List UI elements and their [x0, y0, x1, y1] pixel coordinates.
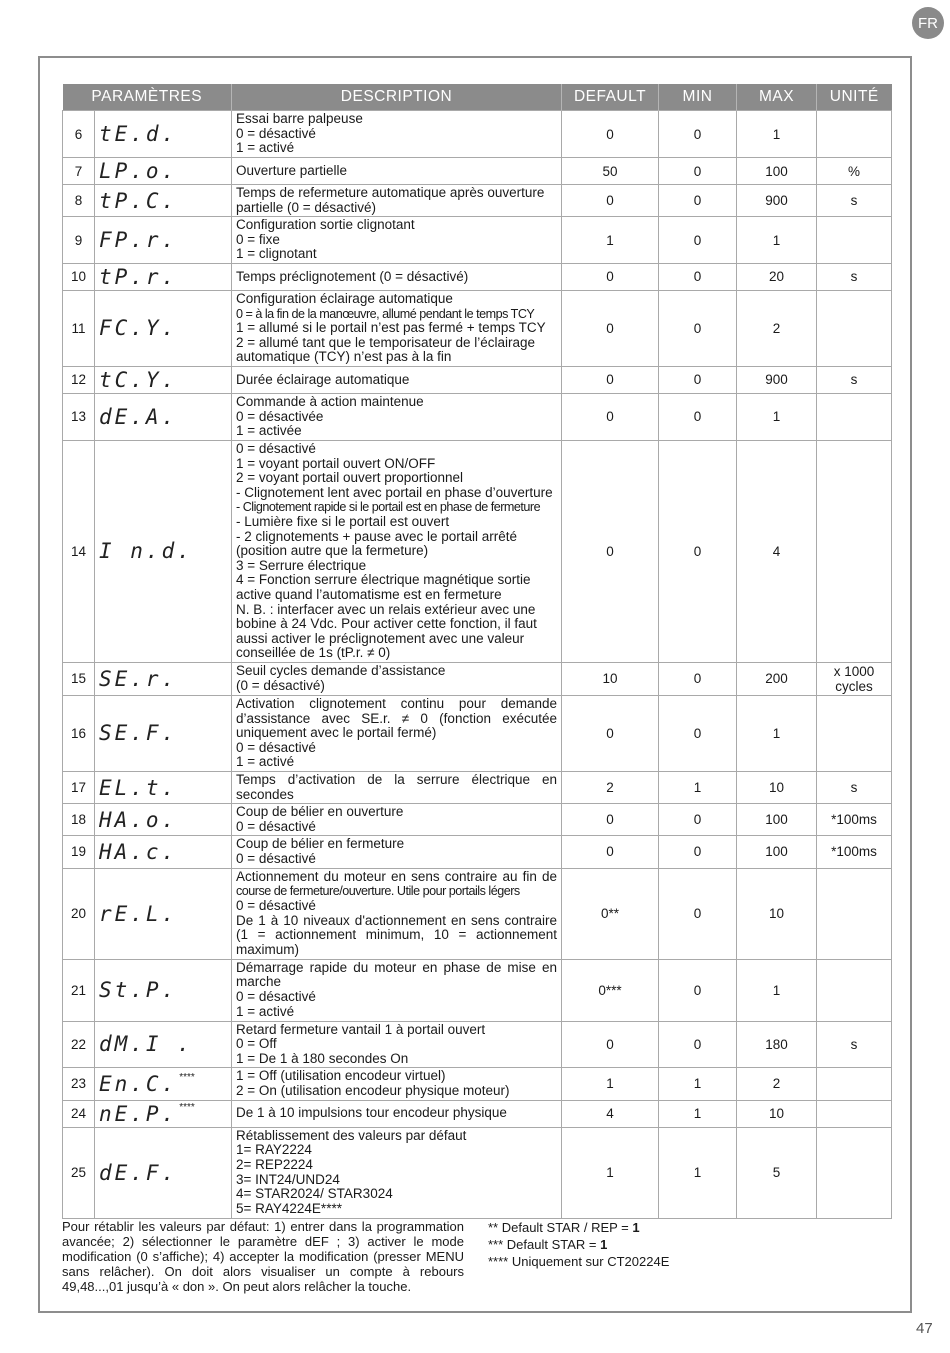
max-value: 1 [737, 217, 817, 264]
unit-value: s [817, 366, 892, 393]
row-number: 24 [63, 1100, 95, 1127]
parameter-description [232, 836, 562, 868]
table-row [63, 836, 892, 868]
table-row [63, 804, 892, 836]
max-value: 1 [737, 393, 817, 440]
description-line: 2 = voyant portail ouvert proportionnel [236, 470, 464, 486]
unit-value: s [817, 185, 892, 217]
parameter-description [232, 393, 562, 440]
table-row [63, 217, 892, 264]
description-line: 4= STAR2024/ STAR3024 [236, 1186, 393, 1202]
lcd-code: FP.r. [99, 228, 178, 253]
description-line: Temps d’activation de la serrure électrique en [236, 771, 557, 787]
max-value: 5 [737, 1127, 817, 1218]
description-line: Commande à action maintenue [236, 394, 424, 410]
row-number: 16 [63, 695, 95, 771]
parameter-code [95, 868, 232, 959]
parameter-code [95, 393, 232, 440]
max-value: 1 [737, 111, 817, 158]
parameter-description [232, 1068, 562, 1100]
description-line: - Lumière fixe si le portail est ouvert [236, 513, 450, 529]
max-value: 180 [737, 1021, 817, 1068]
max-value: 10 [737, 1100, 817, 1127]
default-value: 0*** [562, 959, 659, 1021]
footnote-marker: **** [179, 1071, 195, 1083]
unit-value [817, 959, 892, 1021]
unit-value: *100ms [817, 836, 892, 868]
lcd-code: HA.c. [99, 839, 178, 864]
row-number: 15 [63, 662, 95, 695]
max-value: 200 [737, 662, 817, 695]
description-line: 0 = désactivé [236, 818, 316, 834]
max-value: 2 [737, 1068, 817, 1100]
min-value: 0 [659, 440, 737, 662]
table-row [63, 695, 892, 771]
description-line: 2 = On (utilisation encodeur physique moteur) [236, 1082, 510, 1098]
min-value: 0 [659, 290, 737, 366]
parameter-description [232, 158, 562, 185]
parameter-description [232, 1021, 562, 1068]
unit-value [817, 1127, 892, 1218]
parameter-description [232, 695, 562, 771]
lcd-code: HA.o. [99, 807, 178, 832]
page-frame [38, 56, 912, 1313]
footnotes [488, 1219, 669, 1270]
default-value: 0 [562, 263, 659, 290]
description-line: 1= RAY2224 [236, 1142, 312, 1158]
lcd-code: dE.F. [99, 1160, 178, 1185]
description-line: 1 = activée [236, 423, 302, 439]
min-value: 1 [659, 771, 737, 803]
parameter-code [95, 366, 232, 393]
row-number: 14 [63, 440, 95, 662]
parameter-description [232, 366, 562, 393]
row-number: 12 [63, 366, 95, 393]
description-line: (1 = actionnement minimum, 10 = actionnement [236, 927, 557, 943]
lcd-code: LP.o. [99, 159, 178, 183]
default-value: 50 [562, 158, 659, 185]
unit-value: % [817, 158, 892, 185]
unit-value: s [817, 1021, 892, 1068]
parameter-code [95, 217, 232, 264]
table-row [63, 393, 892, 440]
header-unite: UNITÉ [817, 84, 892, 111]
unit-value [817, 393, 892, 440]
description-line: 0 = désactivé [236, 850, 316, 866]
default-value: 0 [562, 290, 659, 366]
row-number: 9 [63, 217, 95, 264]
description-line: 0 = désactivé [236, 441, 316, 457]
lcd-code: tP.r. [99, 264, 178, 289]
lcd-code: tP.C. [99, 188, 178, 213]
description-line: 2 = allumé tant que le temporisateur de l’éclairage [236, 334, 536, 350]
default-value: 1 [562, 217, 659, 264]
row-number: 19 [63, 836, 95, 868]
max-value: 100 [737, 804, 817, 836]
table-row [63, 1021, 892, 1068]
table-row [63, 290, 892, 366]
default-value: 0 [562, 366, 659, 393]
header-description: DESCRIPTION [232, 84, 562, 111]
parameter-description [232, 959, 562, 1021]
description-line: 0 = désactivé [236, 125, 316, 141]
footnote-default-star: *** Default STAR = 1 [488, 1237, 608, 1252]
description-line: partielle (0 = désactivé) [236, 199, 376, 215]
row-number: 22 [63, 1021, 95, 1068]
description-line: Durée éclairage automatique [236, 371, 410, 387]
description-line: 0 = désactivée [236, 408, 324, 424]
max-value: 20 [737, 263, 817, 290]
description-line: 4 = Fonction serrure électrique magnétique sortie [236, 572, 531, 588]
default-value: 0 [562, 836, 659, 868]
description-line: Retard fermeture vantail 1 à portail ouvert [236, 1021, 486, 1037]
parameter-description [232, 804, 562, 836]
row-number: 6 [63, 111, 95, 158]
lcd-code: dE.A. [99, 404, 178, 429]
description-line: 0 = désactivé [236, 739, 316, 755]
description-line: aussi activer le préclignotement avec une valeur [236, 630, 525, 646]
table-row [63, 662, 892, 695]
description-line: 0 = fixe [236, 231, 280, 247]
description-line: Activation clignotement continu pour demande [236, 695, 557, 711]
default-value: 0 [562, 185, 659, 217]
table-row [63, 440, 892, 662]
min-value: 0 [659, 158, 737, 185]
description-line: Coup de bélier en ouverture [236, 804, 404, 820]
description-line: course de fermeture/ouverture. Utile pour portails légers [236, 884, 520, 899]
description-line: 3 = Serrure électrique [236, 557, 367, 573]
parameter-description [232, 185, 562, 217]
description-line: marche [236, 974, 282, 990]
table-row [63, 959, 892, 1021]
description-line: automatique (TCY) n’est pas à la fin [236, 349, 452, 365]
parameter-description [232, 440, 562, 662]
description-line: 0 = désactivé [236, 897, 316, 913]
row-number: 21 [63, 959, 95, 1021]
description-line: Temps préclignotement (0 = désactivé) [236, 268, 469, 284]
table-row [63, 158, 892, 185]
min-value: 0 [659, 868, 737, 959]
lcd-code: SE.r. [99, 666, 178, 691]
parameter-code [95, 185, 232, 217]
parameter-code [95, 111, 232, 158]
unit-value [817, 290, 892, 366]
header-max: MAX [737, 84, 817, 111]
description-line: - 2 clignotements + pause avec le portail arrêté [236, 528, 518, 544]
min-value: 1 [659, 1127, 737, 1218]
description-line: conseillée de 1s (tP.r. ≠ 0) [236, 645, 391, 661]
description-line: Rétablissement des valeurs par défaut [236, 1127, 467, 1143]
parameter-code [95, 158, 232, 185]
max-value: 1 [737, 959, 817, 1021]
min-value: 0 [659, 695, 737, 771]
parameter-code [95, 1127, 232, 1218]
description-line: Temps de refermeture automatique après ouverture [236, 185, 545, 200]
default-value: 0 [562, 393, 659, 440]
table-row [63, 263, 892, 290]
description-line: secondes [236, 786, 294, 802]
unit-value: *100ms [817, 804, 892, 836]
unit-value [817, 217, 892, 264]
unit-value: s [817, 263, 892, 290]
header-default: DEFAULT [562, 84, 659, 111]
max-value: 900 [737, 185, 817, 217]
lcd-code: tE.d. [99, 122, 178, 146]
min-value: 0 [659, 959, 737, 1021]
footnote-default-star-rep: ** Default STAR / REP = 1 [488, 1220, 640, 1235]
description-line: active quand l’automatisme est en fermeture [236, 586, 502, 602]
default-value: 0 [562, 1021, 659, 1068]
parameter-description [232, 111, 562, 158]
table-row [63, 868, 892, 959]
parameter-code [95, 263, 232, 290]
parameter-description [232, 1127, 562, 1218]
description-line: - Clignotement rapide si le portail est en phase de fermeture [236, 500, 541, 515]
description-line: (position autre que la fermeture) [236, 543, 429, 559]
lcd-code: dM.I . [99, 1032, 193, 1057]
row-number: 17 [63, 771, 95, 803]
parameter-code [95, 1021, 232, 1068]
description-line: - Clignotement lent avec portail en phase d’ouverture [236, 484, 553, 500]
unit-value [817, 695, 892, 771]
unit-value [817, 1100, 892, 1127]
description-line: N. B. : interfacer avec un relais extérieur avec une [236, 601, 536, 617]
parameter-description [232, 771, 562, 803]
description-line: Démarrage rapide du moteur en phase de mise en [236, 959, 557, 975]
lcd-code: En.C. [99, 1071, 178, 1096]
lcd-code: tC.Y. [99, 367, 178, 392]
description-line: Coup de bélier en fermeture [236, 836, 405, 852]
table-row [63, 111, 892, 158]
description-line: 1 = activé [236, 1003, 295, 1019]
row-number: 11 [63, 290, 95, 366]
description-line: 0 = Off [236, 1036, 277, 1052]
parameter-code [95, 804, 232, 836]
table-row [63, 1068, 892, 1100]
row-number: 13 [63, 393, 95, 440]
header-min: MIN [659, 84, 737, 111]
description-line: Configuration éclairage automatique [236, 290, 453, 306]
footnote-marker: **** [179, 1101, 195, 1113]
parameter-description [232, 290, 562, 366]
unit-value [817, 111, 892, 158]
parameters-table [62, 84, 892, 1219]
lcd-code: SE.F. [99, 721, 178, 746]
default-value: 0 [562, 804, 659, 836]
footnote-ct20224e: **** Uniquement sur CT20224E [488, 1254, 670, 1269]
parameter-description [232, 217, 562, 264]
default-value: 4 [562, 1100, 659, 1127]
default-value: 2 [562, 771, 659, 803]
parameter-description [232, 868, 562, 959]
parameter-description [232, 662, 562, 695]
unit-value: x 1000 cycles [817, 662, 892, 695]
table-header-row [63, 84, 892, 111]
page-number: 47 [916, 1320, 933, 1337]
row-number: 18 [63, 804, 95, 836]
parameter-code [95, 695, 232, 771]
description-line: 5= RAY4224E**** [236, 1200, 342, 1216]
description-line: bobine à 24 Vdc. Pour activer cette fonction, il faut [236, 616, 537, 632]
reset-note: Pour rétablir les valeurs par défaut: 1) entrer dans la programmation avancée; 2) sélectionner le paramètre dEF ; 3) activer le mode modification (0 s’affiche); 4) accepter la modification (presser MENU sans relâcher). On doit alors visualiser un compte à rebours 49,48...,01 jusqu’à « don ». On peut alors relâcher la touche. [62, 1219, 464, 1294]
row-number: 23 [63, 1068, 95, 1100]
parameter-description [232, 263, 562, 290]
description-line: Configuration sortie clignotant [236, 217, 415, 233]
min-value: 0 [659, 836, 737, 868]
description-line: 1 = activé [236, 754, 295, 770]
lcd-code: I n.d. [99, 539, 193, 564]
min-value: 0 [659, 111, 737, 158]
table-row [63, 771, 892, 803]
unit-value [817, 440, 892, 662]
description-line: De 1 à 10 impulsions tour encodeur physique [236, 1105, 507, 1121]
table-row [63, 185, 892, 217]
default-value: 1 [562, 1068, 659, 1100]
default-value: 0 [562, 695, 659, 771]
table-row [63, 1127, 892, 1218]
min-value: 0 [659, 662, 737, 695]
description-line: Actionnement du moteur en sens contraire au fin de [236, 868, 557, 884]
description-line: d’assistance avec SE.r. ≠ 0 (fonction exécutée [236, 710, 557, 726]
row-number: 8 [63, 185, 95, 217]
min-value: 0 [659, 804, 737, 836]
unit-value: s [817, 771, 892, 803]
min-value: 0 [659, 1021, 737, 1068]
lcd-code: rE.L. [99, 901, 178, 926]
parameter-code [95, 836, 232, 868]
parameter-code [95, 771, 232, 803]
table-body [63, 111, 892, 1219]
row-number: 20 [63, 868, 95, 959]
table-row [63, 1100, 892, 1127]
lcd-code: FC.Y. [99, 316, 178, 341]
description-line: 0 = désactivé [236, 989, 316, 1005]
max-value: 10 [737, 868, 817, 959]
max-value: 100 [737, 158, 817, 185]
description-line: 1 = allumé si le portail n’est pas fermé + temps TCY [236, 320, 546, 336]
min-value: 1 [659, 1100, 737, 1127]
max-value: 2 [737, 290, 817, 366]
max-value: 100 [737, 836, 817, 868]
unit-value [817, 1068, 892, 1100]
min-value: 1 [659, 1068, 737, 1100]
parameter-description [232, 1100, 562, 1127]
description-line: (0 = désactivé) [236, 677, 325, 693]
lcd-code: nE.P. [99, 1101, 178, 1126]
row-number: 10 [63, 263, 95, 290]
language-badge: FR [912, 7, 944, 39]
parameter-code [95, 662, 232, 695]
default-value: 0** [562, 868, 659, 959]
lcd-code: St.P. [99, 978, 178, 1003]
description-line: Seuil cycles demande d’assistance [236, 663, 446, 679]
parameter-code [95, 959, 232, 1021]
parameter-code [95, 1068, 232, 1100]
header-parametres: PARAMÈTRES [63, 84, 232, 111]
description-line: 1 = De 1 à 180 secondes On [236, 1050, 409, 1066]
default-value: 0 [562, 440, 659, 662]
description-line: 2= REP2224 [236, 1156, 313, 1172]
description-line: 3= INT24/UND24 [236, 1171, 340, 1187]
min-value: 0 [659, 263, 737, 290]
description-line: maximum) [236, 941, 299, 957]
description-line: 0 = à la fin de la manœuvre, allumé pendant le temps TCY [236, 306, 535, 321]
description-line: 1 = Off (utilisation encodeur virtuel) [236, 1068, 446, 1084]
min-value: 0 [659, 393, 737, 440]
min-value: 0 [659, 366, 737, 393]
description-line: Essai barre palpeuse [236, 111, 363, 127]
max-value: 900 [737, 366, 817, 393]
max-value: 10 [737, 771, 817, 803]
description-line: Ouverture partielle [236, 162, 348, 178]
description-line: 1 = voyant portail ouvert ON/OFF [236, 455, 436, 471]
max-value: 1 [737, 695, 817, 771]
lcd-code: EL.t. [99, 775, 178, 800]
row-number: 7 [63, 158, 95, 185]
table-row [63, 366, 892, 393]
default-value: 0 [562, 111, 659, 158]
parameter-code [95, 440, 232, 662]
description-line: uniquement avec le portail fermé) [236, 725, 437, 741]
description-line: 1 = clignotant [236, 246, 317, 262]
parameter-code [95, 1100, 232, 1127]
row-number: 25 [63, 1127, 95, 1218]
description-line: De 1 à 10 niveaux d'actionnement en sens contraire [236, 912, 557, 928]
parameter-code [95, 290, 232, 366]
description-line: 1 = activé [236, 140, 295, 156]
min-value: 0 [659, 185, 737, 217]
max-value: 4 [737, 440, 817, 662]
default-value: 10 [562, 662, 659, 695]
default-value: 1 [562, 1127, 659, 1218]
min-value: 0 [659, 217, 737, 264]
unit-value [817, 868, 892, 959]
